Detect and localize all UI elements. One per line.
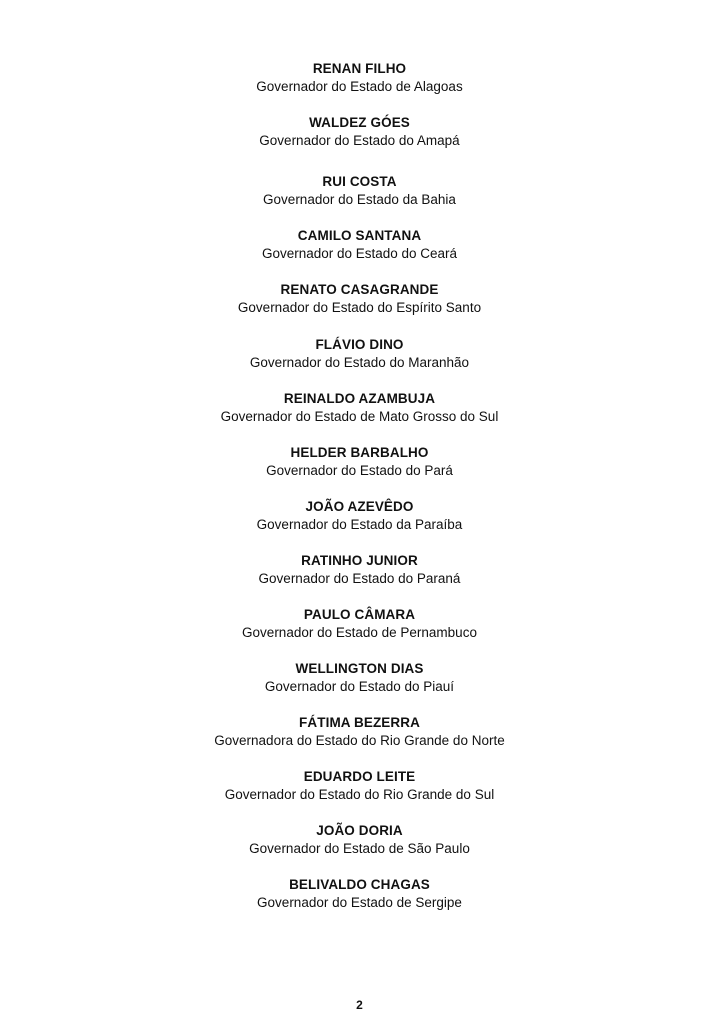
signature-block	[0, 390, 719, 426]
signature-block	[0, 606, 719, 642]
signatory-role: Governadora do Estado do Rio Grande do Norte	[214, 733, 505, 748]
signatory-name: JOÃO AZEVÊDO	[305, 499, 414, 514]
signatory-name: EDUARDO LEITE	[303, 769, 416, 784]
signatory-name: RUI COSTA	[322, 174, 397, 189]
signatory-name: REINALDO AZAMBUJA	[283, 391, 436, 406]
signatory-name: HELDER BARBALHO	[290, 445, 429, 460]
signatory-name: RENATO CASAGRANDE	[280, 282, 439, 297]
signature-block	[0, 876, 719, 912]
signature-block	[0, 552, 719, 588]
signature-block	[0, 336, 719, 372]
signature-block	[0, 444, 719, 480]
signatory-name: RENAN FILHO	[312, 61, 407, 76]
signatory-name: JOÃO DORIA	[316, 823, 403, 838]
signature-block	[0, 281, 719, 317]
signature-block	[0, 660, 719, 696]
signature-block	[0, 227, 719, 263]
signatory-name: FLÁVIO DINO	[315, 337, 404, 352]
signature-block	[0, 498, 719, 534]
signatory-role: Governador do Estado do Piauí	[264, 679, 455, 694]
signature-block	[0, 822, 719, 858]
signatory-name: WELLINGTON DIAS	[295, 661, 424, 676]
signatory-role: Governador do Estado do Rio Grande do Sul	[224, 787, 495, 802]
signatory-role: Governador do Estado do Pará	[266, 463, 453, 478]
signatory-name: CAMILO SANTANA	[297, 228, 422, 243]
signature-block	[0, 114, 719, 150]
signature-block	[0, 714, 719, 750]
signatory-role: Governador do Estado do Maranhão	[249, 355, 470, 370]
signature-block	[0, 768, 719, 804]
signatory-role: Governador do Estado do Paraná	[258, 571, 461, 586]
signatory-role: Governador do Estado da Paraíba	[256, 517, 463, 532]
page-number: 2	[356, 998, 363, 1012]
signatory-name: WALDEZ GÓES	[309, 115, 410, 130]
signatory-name: FÁTIMA BEZERRA	[299, 715, 420, 730]
signatory-role: Governador do Estado da Bahia	[263, 192, 456, 207]
signatory-role: Governador do Estado do Ceará	[261, 246, 458, 261]
signatory-role: Governador do Estado de Alagoas	[256, 79, 463, 94]
signatory-role: Governador do Estado de Mato Grosso do Sul	[220, 409, 499, 424]
signatory-name: BELIVALDO CHAGAS	[289, 877, 430, 892]
signatory-role: Governador do Estado de Pernambuco	[242, 625, 477, 640]
signature-block	[0, 60, 719, 96]
signatory-name: PAULO CÂMARA	[303, 607, 416, 622]
signatory-role: Governador do Estado de São Paulo	[249, 841, 470, 856]
signatory-role: Governador do Estado do Amapá	[259, 133, 460, 148]
signatory-role: Governador do Estado do Espírito Santo	[237, 300, 482, 315]
signature-block	[0, 173, 719, 209]
signatory-role: Governador do Estado de Sergipe	[257, 895, 462, 910]
signatory-name: RATINHO JUNIOR	[301, 553, 418, 568]
